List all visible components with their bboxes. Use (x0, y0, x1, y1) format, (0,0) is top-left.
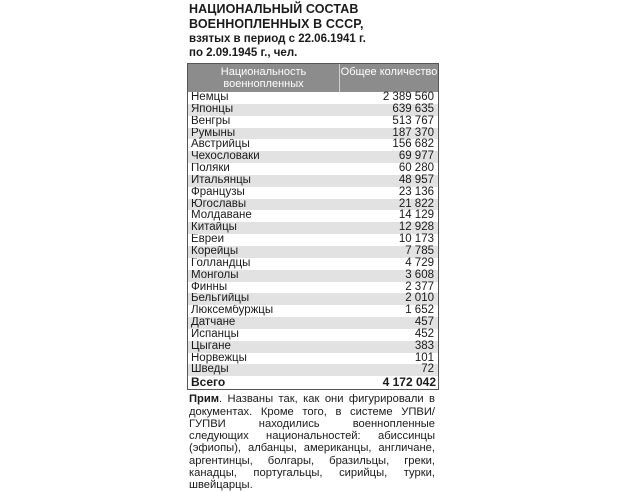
footnote-text: . Названы так, как они фигурировали в документах. Кроме того, в системе УПВИ/ГУПВИ находились военнопленные следующих национальностей: абиссинцы (эфиопы), албанцы, американцы, англичане, аргентинцы, болгары, бразильцы, греки, канадцы, португальцы, сирийцы, турки, швейцарцы. (189, 393, 435, 492)
row-nationality: Австрийцы (191, 139, 250, 151)
row-count: 72 (421, 363, 434, 376)
table-row (188, 258, 438, 270)
row-count: 69 977 (398, 150, 434, 163)
row-nationality: Датчане (191, 317, 236, 329)
row-nationality: Венгры (191, 115, 231, 127)
table-total-row (188, 376, 438, 390)
table-row (188, 270, 438, 282)
row-count: 513 767 (392, 114, 434, 127)
row-nationality: Евреи (191, 234, 224, 246)
row-count: 10 173 (398, 233, 434, 246)
row-count: 2 010 (405, 292, 434, 305)
row-count: 457 (414, 316, 434, 329)
row-count: 639 635 (392, 102, 434, 115)
total-value: 4 172 042 (382, 375, 436, 390)
table-row (188, 305, 438, 317)
row-count: 23 136 (398, 185, 434, 198)
row-count: 187 370 (392, 126, 434, 139)
row-nationality: Люксембуржцы (191, 305, 274, 317)
header-count: Общее количество (340, 66, 438, 78)
row-nationality: Поляки (191, 163, 230, 175)
row-count: 383 (414, 339, 434, 352)
table-row (188, 187, 438, 199)
table-row (188, 282, 438, 294)
row-nationality: Немцы (191, 92, 229, 103)
row-nationality: Японцы (191, 103, 234, 115)
row-count: 60 280 (398, 162, 434, 175)
title-line-2: ВОЕННОПЛЕННЫХ В СССР, (189, 17, 364, 31)
row-nationality: Монголы (191, 269, 239, 281)
table-row (188, 175, 438, 187)
footnote-label: Прим (189, 393, 220, 406)
row-count: 7 785 (405, 244, 434, 257)
row-nationality: Корейцы (191, 245, 239, 257)
row-count: 1 652 (405, 304, 434, 317)
table-row (188, 353, 438, 365)
table-row (188, 116, 438, 128)
row-count: 14 129 (398, 209, 434, 222)
pow-table (187, 63, 439, 390)
row-nationality: Финны (191, 281, 228, 293)
row-nationality: Югославы (191, 198, 247, 210)
document (187, 2, 437, 492)
row-count: 4 729 (405, 256, 434, 269)
table-row (188, 341, 438, 353)
row-nationality: Голландцы (191, 257, 251, 269)
row-nationality: Итальянцы (191, 174, 251, 186)
row-count: 101 (414, 351, 434, 364)
table-row (188, 329, 438, 341)
row-count: 48 957 (398, 173, 434, 186)
row-count: 2 389 560 (382, 91, 434, 103)
table-row (188, 317, 438, 329)
row-count: 156 682 (392, 138, 434, 151)
table-row (188, 246, 438, 258)
row-nationality: Молдаване (191, 210, 252, 222)
row-nationality: Испанцы (191, 328, 239, 340)
subtitle-line-1: взятых в период с 22.06.1941 г. (189, 33, 366, 45)
subtitle-line-2: по 2.09.1945 г., чел. (189, 47, 298, 59)
row-nationality: Французы (191, 186, 245, 198)
table-row (188, 293, 438, 305)
row-nationality: Шведы (191, 364, 229, 376)
title-block (189, 2, 437, 60)
header-nationality: Национальность военнопленных (188, 64, 340, 92)
row-count: 12 928 (398, 221, 434, 234)
row-count: 21 822 (398, 197, 434, 210)
table-body (188, 92, 438, 376)
row-count: 2 377 (405, 280, 434, 293)
row-nationality: Норвежцы (191, 352, 247, 364)
row-nationality: Цыгане (191, 340, 231, 352)
table-row (188, 104, 438, 116)
row-nationality: Чехословаки (191, 151, 260, 163)
table-row (188, 234, 438, 246)
row-nationality: Румыны (191, 127, 236, 139)
table-header (188, 64, 438, 92)
row-count: 452 (414, 327, 434, 340)
row-count: 3 608 (405, 268, 434, 281)
row-nationality: Бельгийцы (191, 293, 250, 305)
title-line-1: НАЦИОНАЛЬНЫЙ СОСТАВ (189, 2, 359, 16)
total-label: Всего (191, 376, 226, 390)
row-nationality: Китайцы (191, 222, 237, 234)
footnote (189, 393, 435, 491)
